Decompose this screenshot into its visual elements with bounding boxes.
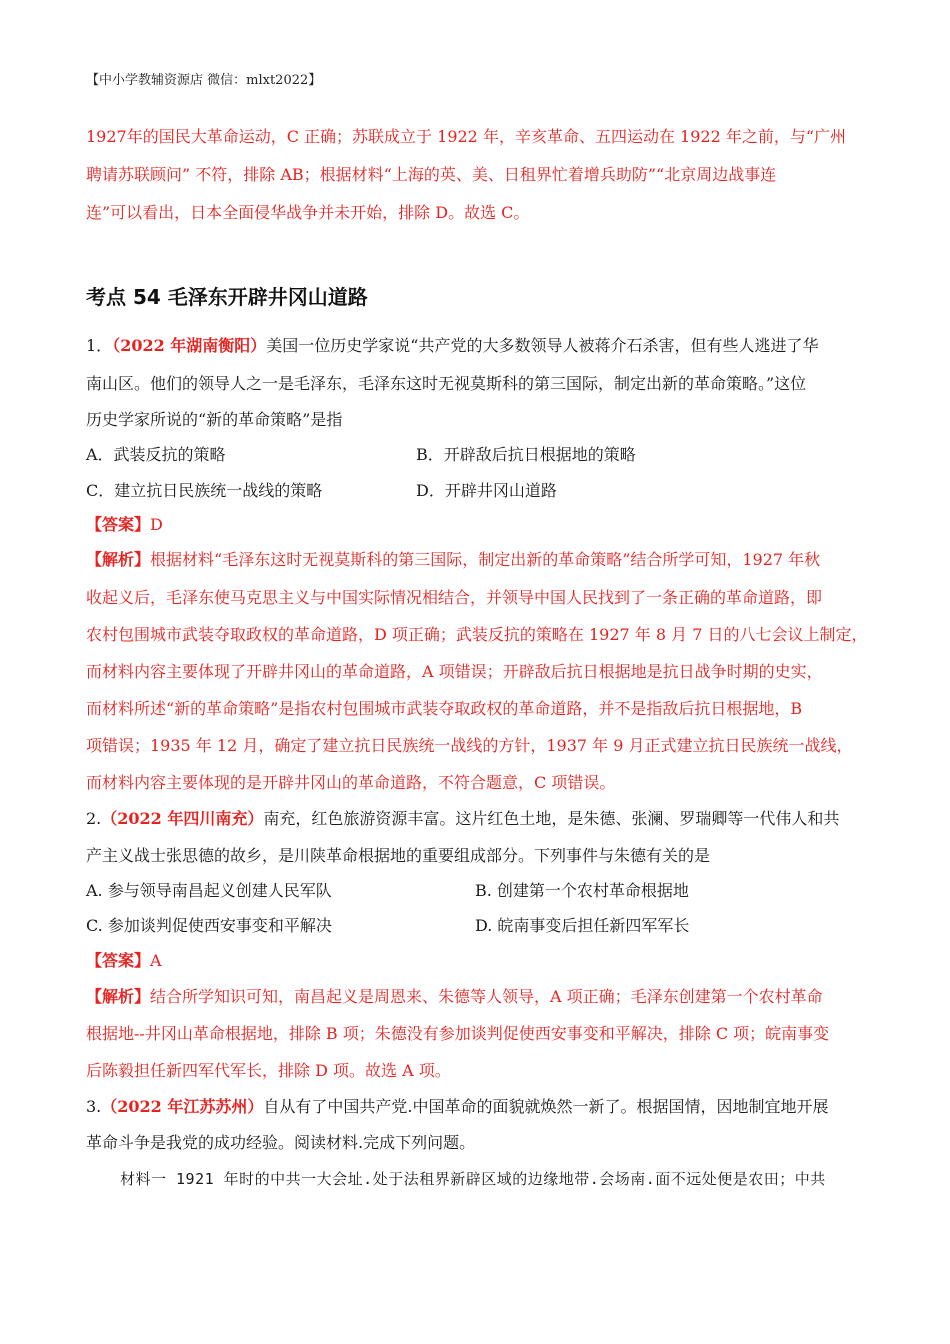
answer-label: 【答案】 xyxy=(86,515,151,534)
question-source: （2022 年湖南衡阳） xyxy=(112,336,267,355)
prev-explanation-line-3: 连”可以看出，日本全面侵华战争并未开始，排除 D。故选 C。 xyxy=(86,203,530,222)
question-1-option-c: C．建立抗日民族统一战线的策略 xyxy=(86,481,323,500)
question-1-analysis-line: 而材料内容主要体现的是开辟井冈山的革命道路，不符合题意，C 项错误。 xyxy=(86,773,616,792)
question-3-material-1: 材料一 1921 年时的中共一大会址.处于法租界新辟区域的边缘地带.会场南.面不远处便是农田；中共 xyxy=(120,1170,826,1188)
analysis-text: 根据材料“毛泽东这时无视莫斯科的第三国际，制定出新的革命策略”结合所学可知，1927 年秋 xyxy=(150,550,821,569)
question-1-option-d: D．开辟井冈山道路 xyxy=(416,481,557,500)
question-1-stem-first xyxy=(86,335,818,357)
question-1-option-a: A．武装反抗的策略 xyxy=(86,445,226,464)
question-number: 1． xyxy=(86,336,113,355)
analysis-label: 【解析】 xyxy=(86,550,151,569)
question-2-analysis-first xyxy=(86,986,823,1008)
answer-label: 【答案】 xyxy=(86,951,151,970)
question-1-analysis-line: 而材料内容主要体现了开辟井冈山的革命道路，A 项错误；开辟敌后抗日根据地是抗日战争时期的史实， xyxy=(86,662,823,681)
question-2-option-c: C. 参加谈判促使西安事变和平解决 xyxy=(86,916,332,935)
question-stem: 自从有了中国共产党.中国革命的面貌就焕然一新了。根据国情，因地制宜地开展 xyxy=(263,1097,829,1116)
page-header: 【中小学教辅资源店 微信：mlxt2022】 xyxy=(86,73,322,88)
question-2-answer xyxy=(86,950,162,972)
question-1-analysis-line: 项错误；1935 年 12 月，确定了建立抗日民族统一战线的方针，1937 年 9 月正式建立抗日民族统一战线， xyxy=(86,736,853,755)
prev-explanation-line-2: 聘请苏联顾问” 不符，排除 AB；根据材料“上海的英、美、日租界忙着增兵助防”“北京周边战事连 xyxy=(86,165,777,184)
question-2-option-b: B. 创建第一个农村革命根据地 xyxy=(475,881,689,900)
question-1-analysis-first xyxy=(86,549,820,571)
question-2-analysis-line: 根据地--井冈山革命根据地，排除 B 项；朱德没有参加谈判促使西安事变和平解决，排除 C 项；皖南事变 xyxy=(86,1024,830,1043)
prev-explanation-line-1: 1927年的国民大革命运动，C 正确；苏联成立于 1922 年，辛亥革命、五四运动在 1922 年之前，与“广州 xyxy=(86,127,847,146)
answer-value: A xyxy=(150,951,162,970)
question-1-stem-line: 历史学家所说的“新的革命策略”是指 xyxy=(86,410,343,429)
question-3-stem-line: 革命斗争是我党的成功经验。阅读材料.完成下列问题。 xyxy=(86,1133,476,1152)
question-2-analysis-line: 后陈毅担任新四军代军长，排除 D 项。故选 A 项。 xyxy=(86,1061,451,1080)
question-2-option-d: D. 皖南事变后担任新四军军长 xyxy=(475,916,690,935)
question-1-answer xyxy=(86,514,163,536)
question-source: （2022 年江苏苏州） xyxy=(101,1097,264,1116)
question-stem: 美国一位历史学家说“共产党的大多数领导人被蒋介石杀害，但有些人逃进了华 xyxy=(266,336,819,355)
question-number: 3. xyxy=(86,1097,102,1116)
question-number: 2. xyxy=(86,809,102,828)
question-2-stem-line: 产主义战士张思德的故乡，是川陕革命根据地的重要组成部分。下列事件与朱德有关的是 xyxy=(86,846,711,865)
question-1-analysis-line: 收起义后，毛泽东使马克思主义与中国实际情况相结合，并领导中国人民找到了一条正确的革命道路，即 xyxy=(86,588,823,607)
question-1-stem-line: 南山区。他们的领导人之一是毛泽东，毛泽东这时无视莫斯科的第三国际，制定出新的革命策略。”这位 xyxy=(86,374,807,393)
question-1-analysis-line: 农村包围城市武装夺取政权的革命道路，D 项正确；武装反抗的策略在 1927 年 8 月 7 日的八七会议上制定， xyxy=(86,625,868,644)
question-2-stem-first xyxy=(86,808,839,830)
question-source: （2022 年四川南充） xyxy=(101,809,264,828)
analysis-text: 结合所学知识可知，南昌起义是周恩来、朱德等人领导，A 项正确；毛泽东创建第一个农村革命 xyxy=(150,987,823,1006)
analysis-label: 【解析】 xyxy=(86,987,151,1006)
question-2-option-a: A. 参与领导南昌起义创建人民军队 xyxy=(86,881,332,900)
answer-value: D xyxy=(150,515,163,534)
section-title: 考点 54 毛泽东开辟井冈山道路 xyxy=(86,285,368,309)
question-stem: 南充，红色旅游资源丰富。这片红色土地，是朱德、张澜、罗瑞卿等一代伟人和共 xyxy=(263,809,840,828)
question-3-stem-first xyxy=(86,1096,828,1118)
question-1-analysis-line: 而材料所述“新的革命策略”是指农村包围城市武装夺取政权的革命道路，并不是指敌后抗日根据地，B xyxy=(86,699,803,718)
question-1-option-b: B．开辟敌后抗日根据地的策略 xyxy=(416,445,636,464)
